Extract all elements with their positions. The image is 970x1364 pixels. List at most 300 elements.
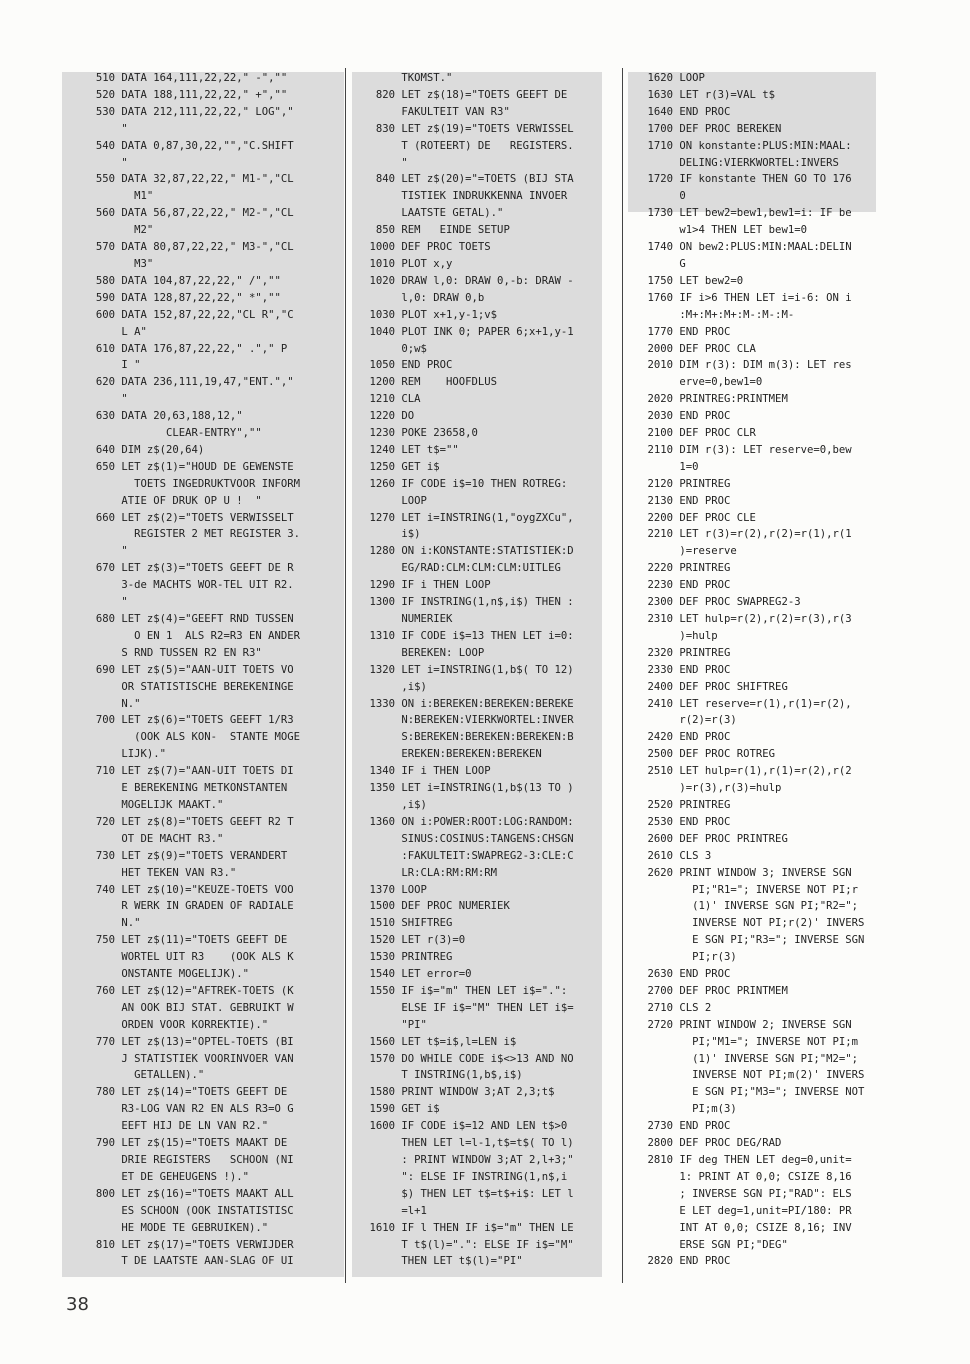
code-line — [630, 966, 880, 983]
column-rule-right — [622, 68, 623, 1283]
line-code: DIM r(3): LET reserve=0,bew — [679, 443, 852, 456]
line-code: DEF PROC PRINTREG — [679, 832, 788, 845]
code-line — [630, 594, 880, 611]
line-code: w1>4 THEN LET bew1=0 — [679, 224, 807, 237]
line-code: L A" — [121, 325, 147, 338]
line-number: 700 — [95, 714, 115, 727]
line-code: LET z$(9)="TOETS VERANDERT — [121, 849, 288, 862]
line-code: DRIE REGISTERS SCHOON (NI — [121, 1154, 294, 1166]
code-line — [630, 357, 880, 374]
line-code: END PROC — [679, 663, 731, 676]
line-code: " — [121, 156, 128, 169]
line-number — [355, 1135, 395, 1152]
line-number: 600 — [95, 308, 115, 321]
line-number: 2210 — [647, 528, 673, 541]
line-number: 1290 — [369, 579, 395, 592]
line-number: 1210 — [369, 393, 395, 406]
code-line — [70, 205, 340, 222]
line-code: PLOT x,y — [401, 257, 453, 270]
code-line — [355, 526, 600, 543]
line-number — [70, 1017, 115, 1034]
line-code: J STATISTIEK VOORINVOER VAN — [121, 1052, 294, 1065]
line-number: 1310 — [369, 629, 395, 642]
line-code: FAKULTEIT VAN R3" — [401, 105, 510, 118]
line-number: 680 — [95, 613, 115, 625]
line-number: 2530 — [647, 815, 673, 828]
code-line — [630, 1017, 880, 1034]
code-line — [355, 341, 600, 358]
code-line — [70, 712, 340, 729]
line-code: BEREKEN: LOOP — [401, 646, 485, 659]
line-number: 1640 — [647, 105, 673, 118]
code-line — [70, 543, 340, 560]
line-number — [70, 324, 115, 341]
line-number — [355, 1186, 395, 1203]
line-code: (1)' INVERSE SGN PI;"M2="; — [679, 1052, 858, 1065]
line-number — [355, 341, 395, 358]
line-code: LET z$(5)="AAN-UIT TOETS VO — [121, 663, 294, 676]
line-code: ON bew2:PLUS:MIN:MAAL:DELIN — [679, 241, 852, 254]
line-number — [355, 155, 395, 172]
line-code: E SGN PI;"M3="; INVERSE NOT — [679, 1086, 865, 1099]
code-line — [70, 188, 340, 205]
line-number: 1750 — [647, 274, 673, 287]
line-code: LET z$(13)="OPTEL-TOETS (BI — [121, 1035, 294, 1048]
code-line — [355, 594, 600, 611]
code-line — [630, 1253, 880, 1270]
line-number — [355, 526, 395, 543]
code-line — [630, 1237, 880, 1254]
line-code: 1=0 — [679, 460, 699, 473]
code-line — [355, 645, 600, 662]
line-code: MOGELIJK MAAKT." — [121, 798, 224, 811]
line-code: LAATSTE GETAL)." — [401, 207, 504, 220]
line-code: DATA 164,111,22,22," -","" — [121, 72, 288, 84]
line-code: OR STATISTISCHE BEREKENINGE — [121, 680, 294, 693]
code-line — [70, 155, 340, 172]
code-line — [355, 1000, 600, 1017]
code-line — [70, 983, 340, 1000]
line-code: ET DE GEHEUGENS !)." — [121, 1170, 249, 1183]
line-number — [70, 915, 115, 932]
line-number: 830 — [375, 122, 395, 135]
code-line — [355, 222, 600, 239]
line-number — [70, 594, 115, 611]
code-line — [355, 205, 600, 222]
line-code: ORDEN VOOR KORREKTIE)." — [121, 1018, 269, 1031]
line-code: " — [121, 545, 128, 558]
code-line — [70, 391, 340, 408]
line-number: 1040 — [369, 325, 395, 338]
line-code: DEF PROC ROTREG — [679, 748, 776, 761]
line-number — [70, 391, 115, 408]
code-line — [70, 915, 340, 932]
line-number — [355, 70, 395, 87]
line-number — [630, 1084, 673, 1101]
line-number — [355, 1152, 395, 1169]
line-number: 1500 — [369, 900, 395, 913]
code-line — [355, 1051, 600, 1068]
line-number: 740 — [95, 883, 115, 896]
line-number: 800 — [95, 1187, 115, 1200]
line-number: 2700 — [647, 984, 673, 997]
line-number — [630, 1169, 673, 1186]
code-line — [355, 729, 600, 746]
line-code: " — [121, 122, 128, 135]
code-line — [355, 848, 600, 865]
code-line — [630, 104, 880, 121]
code-line — [70, 560, 340, 577]
code-line — [630, 1101, 880, 1118]
line-code: END PROC — [679, 731, 731, 744]
code-line — [355, 1017, 600, 1034]
line-number — [70, 865, 115, 882]
line-number: 1770 — [647, 325, 673, 338]
code-line — [70, 273, 340, 290]
line-code: S RND TUSSEN R2 EN R3" — [121, 646, 262, 659]
line-number: 710 — [95, 765, 115, 778]
line-code: THEN LET l=l-1,t$=t$( TO l) — [401, 1137, 574, 1150]
line-code: END PROC — [679, 325, 731, 338]
code-line — [70, 104, 340, 121]
line-number: 1610 — [369, 1221, 395, 1234]
line-code: M1" — [121, 190, 154, 203]
line-code: LET z$(18)="TOETS GEEFT DE — [401, 88, 568, 101]
line-number: 550 — [95, 173, 115, 186]
code-line — [630, 1051, 880, 1068]
line-number: 2610 — [647, 849, 673, 862]
code-line — [630, 155, 880, 172]
code-line — [630, 290, 880, 307]
line-code: END PROC — [679, 1255, 731, 1268]
line-code: LET r(3)=r(2),r(2)=r(1),r(1 — [679, 528, 852, 541]
code-line — [355, 104, 600, 121]
line-number: 1580 — [369, 1086, 395, 1099]
code-line — [70, 865, 340, 882]
line-code: DATA 32,87,22,22," M1-","CL — [121, 173, 294, 186]
code-line — [355, 459, 600, 476]
code-line — [355, 746, 600, 763]
line-number: 2800 — [647, 1137, 673, 1150]
line-number: 2000 — [647, 342, 673, 355]
code-line — [355, 898, 600, 915]
line-number — [355, 1017, 395, 1034]
code-line — [70, 138, 340, 155]
line-number: 2120 — [647, 477, 673, 490]
code-line — [630, 121, 880, 138]
code-line — [70, 493, 340, 510]
code-line — [70, 256, 340, 273]
line-code: LET z$(17)="TOETS VERWIJDER — [121, 1238, 294, 1251]
line-number — [630, 628, 673, 645]
line-number: 2010 — [647, 359, 673, 372]
line-code: 3-de MACHTS WOR-TEL UIT R2. — [121, 579, 294, 592]
code-line — [355, 1237, 600, 1254]
line-number: 660 — [95, 511, 115, 524]
code-line — [355, 983, 600, 1000]
line-number — [630, 1186, 673, 1203]
line-code: T INSTRING(1,b$,i$) — [401, 1069, 523, 1082]
line-code: =l+1 — [401, 1204, 427, 1217]
line-number: 2520 — [647, 798, 673, 811]
line-code: LET z$(20)="=TOETS (BIJ STA — [401, 173, 574, 186]
line-number — [355, 1237, 395, 1254]
code-line — [70, 374, 340, 391]
code-line — [70, 662, 340, 679]
line-number — [70, 1220, 115, 1237]
code-line — [355, 763, 600, 780]
code-line — [630, 273, 880, 290]
line-code: LET z$(8)="TOETS GEEFT R2 T — [121, 815, 294, 828]
line-code: LET z$(7)="AAN-UIT TOETS DI — [121, 765, 294, 778]
code-line — [70, 932, 340, 949]
line-code: DRAW l,0: DRAW 0,-b: DRAW - — [401, 274, 574, 287]
line-code: IF i THEN LOOP — [401, 579, 491, 592]
code-line — [70, 746, 340, 763]
code-line — [70, 949, 340, 966]
code-line — [630, 341, 880, 358]
code-line — [355, 87, 600, 104]
line-number — [630, 188, 673, 205]
line-number — [630, 222, 673, 239]
code-line — [70, 696, 340, 713]
line-code: LET i=INSTRING(1,"oygZXCu", — [401, 511, 574, 524]
code-line — [355, 408, 600, 425]
line-number: 1330 — [369, 697, 395, 710]
line-number — [355, 611, 395, 628]
line-code: PRINTREG — [679, 646, 731, 659]
line-number: 1530 — [369, 951, 395, 964]
line-number — [355, 797, 395, 814]
line-number: 1550 — [369, 984, 395, 997]
line-number: 840 — [375, 173, 395, 186]
line-number: 1360 — [369, 815, 395, 828]
line-number: 850 — [375, 224, 395, 237]
line-code: POKE 23658,0 — [401, 427, 478, 440]
line-code: DATA 20,63,188,12," — [121, 410, 243, 423]
line-number: 1740 — [647, 241, 673, 254]
code-line — [70, 831, 340, 848]
line-code: ATIE OF DRUK OP U ! " — [121, 494, 262, 507]
line-code: REM EINDE SETUP — [401, 224, 510, 237]
code-line — [355, 1101, 600, 1118]
code-line — [630, 898, 880, 915]
line-code: LIJK)." — [121, 748, 167, 761]
code-line — [630, 831, 880, 848]
code-line — [355, 307, 600, 324]
line-code: )=r(3),r(3)=hulp — [679, 782, 782, 795]
code-line — [355, 374, 600, 391]
line-code: $) THEN LET t$=t$+i$: LET l — [401, 1187, 574, 1200]
line-code: EEFT HIJ DE LN VAN R2." — [121, 1120, 269, 1133]
line-number — [630, 932, 673, 949]
line-code: LET hulp=r(2),r(2)=r(3),r(3 — [679, 613, 852, 625]
code-line — [70, 357, 340, 374]
line-number — [355, 560, 395, 577]
line-number: 2020 — [647, 393, 673, 406]
line-number: 1520 — [369, 934, 395, 947]
code-line — [630, 408, 880, 425]
line-code: CLEAR-ENTRY","" — [121, 427, 262, 440]
code-line — [630, 459, 880, 476]
line-code: DATA 56,87,22,22," M2-","CL — [121, 207, 294, 220]
code-line — [355, 510, 600, 527]
code-line — [630, 932, 880, 949]
line-code: " — [121, 596, 128, 609]
code-line — [70, 222, 340, 239]
line-code: ,i$) — [401, 680, 427, 693]
line-code: IF CODE i$=10 THEN ROTREG: — [401, 477, 568, 490]
line-code: DATA 104,87,22,22," /","" — [121, 274, 281, 287]
line-number — [355, 1203, 395, 1220]
code-line — [630, 696, 880, 713]
line-code: ON konstante:PLUS:MIN:MAAL: — [679, 139, 852, 152]
line-code: TOETS INGEDRUKTVOOR INFORM — [121, 477, 300, 490]
line-code: LET reserve=r(1),r(1)=r(2), — [679, 697, 852, 710]
line-code: " — [121, 393, 128, 406]
code-line — [70, 577, 340, 594]
code-line — [630, 256, 880, 273]
line-number — [355, 1253, 395, 1270]
code-column-1 — [70, 70, 340, 1270]
line-code: LOOP — [401, 494, 427, 507]
line-number: 1700 — [647, 122, 673, 135]
line-number — [70, 476, 115, 493]
code-line — [630, 763, 880, 780]
line-number — [70, 526, 115, 543]
line-number: 2100 — [647, 427, 673, 440]
code-line — [630, 1152, 880, 1169]
code-line — [355, 696, 600, 713]
line-number: 780 — [95, 1086, 115, 1099]
code-line — [355, 70, 600, 87]
line-code: LET t$=i$,l=LEN i$ — [401, 1035, 517, 1048]
code-line — [355, 679, 600, 696]
code-line — [630, 577, 880, 594]
line-code: : PRINT WINDOW 3;AT 2,l+3;" — [401, 1154, 574, 1166]
line-code: LET z$(2)="TOETS VERWISSELT — [121, 511, 294, 524]
code-line — [630, 560, 880, 577]
line-number — [70, 696, 115, 713]
line-number — [70, 577, 115, 594]
line-number: 750 — [95, 934, 115, 947]
code-line — [70, 442, 340, 459]
line-number — [355, 138, 395, 155]
line-number — [70, 1152, 115, 1169]
code-line — [70, 645, 340, 662]
line-code: DEF PROC TOETS — [401, 241, 491, 254]
line-code: LET z$(12)="AFTREK-TOETS (K — [121, 984, 294, 997]
line-number — [70, 729, 115, 746]
line-code: GET i$ — [401, 1103, 440, 1116]
line-code: HET TEKEN VAN R3." — [121, 866, 237, 879]
line-code: OT DE MACHT R3." — [121, 832, 224, 845]
line-number: 1000 — [369, 241, 395, 254]
line-number: 1540 — [369, 968, 395, 981]
column-rule-left — [345, 68, 346, 1283]
line-code: LR:CLA:RM:RM:RM — [401, 866, 498, 879]
line-number: 2220 — [647, 562, 673, 575]
line-number — [70, 679, 115, 696]
line-number — [70, 831, 115, 848]
line-code: erve=0,bew1=0 — [679, 376, 763, 389]
line-code: ES SCHOON (OOK INSTATISTISC — [121, 1204, 294, 1217]
code-line — [355, 1118, 600, 1135]
line-number: 560 — [95, 207, 115, 220]
line-number: 1710 — [647, 139, 673, 152]
line-code: ,i$) — [401, 798, 427, 811]
line-number — [630, 1220, 673, 1237]
code-line — [355, 290, 600, 307]
code-line — [630, 70, 880, 87]
line-number — [630, 1237, 673, 1254]
line-number: 520 — [95, 88, 115, 101]
line-number — [70, 1067, 115, 1084]
line-number: 1010 — [369, 257, 395, 270]
line-code: :M+:M+:M+:M-:M-:M- — [679, 308, 795, 321]
line-code: E SGN PI;"R3="; INVERSE SGN — [679, 934, 865, 947]
code-line — [355, 188, 600, 205]
line-number — [70, 628, 115, 645]
code-line — [355, 1135, 600, 1152]
line-code: END PROC — [679, 968, 731, 981]
line-number: 760 — [95, 984, 115, 997]
line-number: 720 — [95, 815, 115, 828]
line-code: M3" — [121, 257, 154, 270]
line-code: DEF PROC BEREKEN — [679, 122, 782, 135]
line-number: 2330 — [647, 663, 673, 676]
line-number — [355, 1000, 395, 1017]
line-code: N." — [121, 697, 141, 710]
line-number: 2400 — [647, 680, 673, 693]
line-code: PRINTREG — [679, 798, 731, 811]
code-line — [630, 510, 880, 527]
line-number — [70, 425, 115, 442]
code-line — [70, 171, 340, 188]
line-number: 770 — [95, 1035, 115, 1048]
code-line — [630, 628, 880, 645]
line-code: LET z$(19)="TOETS VERWISSEL — [401, 122, 574, 135]
code-line — [70, 729, 340, 746]
line-code: )=hulp — [679, 629, 718, 642]
line-number — [355, 831, 395, 848]
line-number: 650 — [95, 460, 115, 473]
line-code: PRINTREG — [679, 562, 731, 575]
code-line — [70, 1135, 340, 1152]
line-code: I " — [121, 359, 141, 372]
line-code: DEF PROC PRINTMEM — [679, 984, 788, 997]
code-line — [70, 341, 340, 358]
code-line — [630, 391, 880, 408]
line-number — [355, 679, 395, 696]
line-number — [355, 712, 395, 729]
code-line — [630, 729, 880, 746]
line-number: 1340 — [369, 765, 395, 778]
line-code: ON i:POWER:ROOT:LOG:RANDOM: — [401, 815, 574, 828]
code-line — [70, 814, 340, 831]
line-number: 2820 — [647, 1255, 673, 1268]
line-number — [630, 374, 673, 391]
code-line — [630, 1000, 880, 1017]
line-number: 1250 — [369, 460, 395, 473]
line-number: 2200 — [647, 511, 673, 524]
line-number: 1050 — [369, 359, 395, 372]
line-code: DO — [401, 410, 415, 423]
line-number: 1510 — [369, 917, 395, 930]
line-code: END PROC — [679, 815, 731, 828]
code-line — [70, 1203, 340, 1220]
line-code: (OOK ALS KON- STANTE MOGE — [121, 731, 300, 744]
